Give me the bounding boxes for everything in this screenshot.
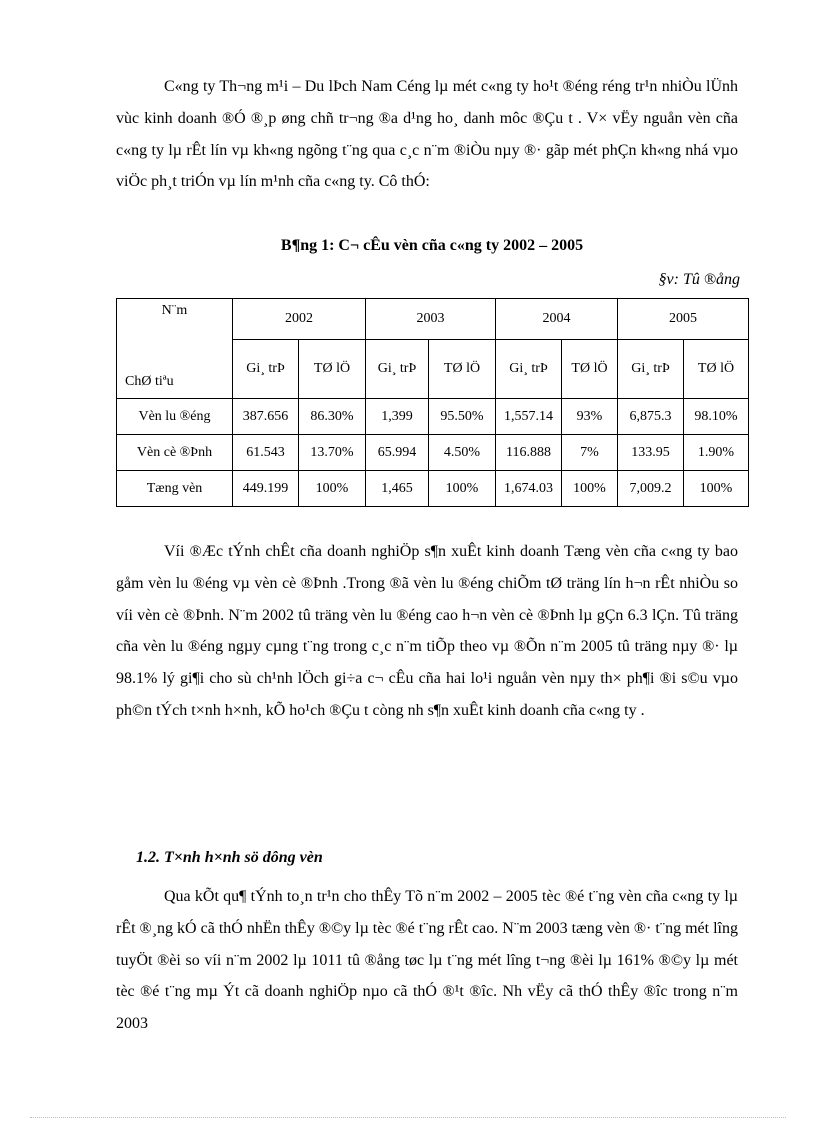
table-row — [117, 399, 749, 435]
row-label: Vèn lu ®éng — [117, 399, 233, 435]
table-cell: 1,465 — [366, 471, 429, 507]
table-cell: 100% — [684, 471, 749, 507]
table-cell: 387.656 — [233, 399, 299, 435]
table-cell: 4.50% — [429, 435, 496, 471]
growth-paragraph — [116, 881, 738, 1040]
table-cell: 95.50% — [429, 399, 496, 435]
table-cell: 93% — [562, 399, 618, 435]
column-header-value: Gi¸ trÞ — [618, 339, 684, 398]
year-header: 2002 — [233, 299, 366, 340]
table-cell: 7,009.2 — [618, 471, 684, 507]
page-bottom-divider — [30, 1117, 786, 1118]
analysis-paragraph — [116, 536, 738, 727]
section-heading: 1.2. T×nh h×nh sö dông vèn — [136, 849, 323, 866]
column-header-value: Gi¸ trÞ — [366, 339, 429, 398]
table-cell: 116.888 — [496, 435, 562, 471]
table-cell: 1,674.03 — [496, 471, 562, 507]
row-label: Vèn cè ®Þnh — [117, 435, 233, 471]
capital-structure-table — [116, 298, 749, 507]
table-cell: 13.70% — [299, 435, 366, 471]
column-header-ratio: TØ lÖ — [429, 339, 496, 398]
table-cell: 1,399 — [366, 399, 429, 435]
table-cell: 133.95 — [618, 435, 684, 471]
table-cell: 1.90% — [684, 435, 749, 471]
year-header: 2005 — [618, 299, 749, 340]
table-title: B¶ng 1: C¬ cÊu vèn cña c«ng ty 2002 – 2005 — [280, 237, 584, 254]
table-row — [117, 435, 749, 471]
table-cell: 100% — [429, 471, 496, 507]
table-cell: 449.199 — [233, 471, 299, 507]
row-label: Tæng vèn — [117, 471, 233, 507]
table-cell: 100% — [562, 471, 618, 507]
table-cell: 65.994 — [366, 435, 429, 471]
growth-paragraph-text: Qua kÕt qu¶ tÝnh to¸n tr¹n cho thÊy Tõ n¨m 2002 – 2005 tèc ®é t¨ng vèn cña c«ng ty lµ rÊt ®¸ng kÓ cã thÓ nhËn thÊy ®©y lµ tèc ®é t¨ng rÊt cao. N¨m 2003 tæng vèn ®· t¨ng mét lîng tuyÖt ®èi so víi n¨m 2002 lµ 1011 tû ®ång tøc lµ t¨ng mét lîng t¬ng ®èi lµ 161% ®©y lµ mét tèc ®é t¨ng mµ Ýt cã doanh nghiÖp nµo cã thÓ ®¹t ®îc. Nh vËy cã thÓ thÊy ®îc trong n¨m 2003 — [116, 888, 738, 1033]
column-header-value: Gi¸ trÞ — [496, 339, 562, 398]
year-header: 2004 — [496, 299, 618, 340]
table-cell: 86.30% — [299, 399, 366, 435]
corner-year-label: N¨m — [161, 303, 188, 318]
table-unit: §v: Tû ®ång — [658, 271, 740, 288]
corner-indicator-label: ChØ tiªu — [125, 374, 174, 389]
table-cell: 98.10% — [684, 399, 749, 435]
year-header: 2003 — [366, 299, 496, 340]
table-cell: 6,875.3 — [618, 399, 684, 435]
column-header-value: Gi¸ trÞ — [233, 339, 299, 398]
intro-paragraph — [116, 71, 738, 198]
table-cell: 7% — [562, 435, 618, 471]
table-cell: 100% — [299, 471, 366, 507]
table-cell: 1,557.14 — [496, 399, 562, 435]
intro-paragraph-text: C«ng ty Th¬ng m¹i – Du lÞch Nam Céng lµ mét c«ng ty ho¹t ®éng réng tr¹n nhiÒu lÜnh vùc kinh doanh ®Ó ®¸p øng chñ tr¬ng ®a d¹ng ho¸ danh môc ®Çu t . V× vËy nguån vèn cña c«ng ty lµ rÊt lín vµ kh«ng ngõng t¨ng qua c¸c n¨m ®iÒu nµy ®· gãp mét phÇn kh«ng nhá vµo viÖc ph¸t triÓn vµ lín m¹nh cña c«ng ty. Cô thÓ: — [116, 78, 738, 191]
table-cell: 61.543 — [233, 435, 299, 471]
column-header-ratio: TØ lÖ — [684, 339, 749, 398]
table-corner-header — [117, 299, 233, 399]
column-header-ratio: TØ lÖ — [299, 339, 366, 398]
table-row — [117, 471, 749, 507]
column-header-ratio: TØ lÖ — [562, 339, 618, 398]
analysis-paragraph-text: Víi ®Æc tÝnh chÊt cña doanh nghiÖp s¶n xuÊt kinh doanh Tæng vèn cña c«ng ty bao gåm vèn lu ®éng vµ vèn cè ®Þnh .Trong ®ã vèn lu ®éng chiÕm tØ träng lín h¬n rÊt nhiÒu so víi vèn cè ®Þnh. N¨m 2002 tû träng vèn lu ®éng cao h¬n vèn cè ®Þnh lµ gÇn 6.3 lÇn. Tû träng cña vèn lu ®éng ngµy cµng t¨ng trong c¸c n¨m tiÕp theo vµ ®Õn n¨m 2005 tû träng nµy ®· lµ 98.1% lý gi¶i cho sù ch¹nh lÖch gi÷a c¬ cÊu cña hai lo¹i nguån vèn nµy th× ph¶i ®i s©u vµo ph©n tÝch t×nh h×nh, kÕ ho¹ch ®Çu t còng nh s¶n xuÊt kinh doanh cña c«ng ty . — [116, 543, 738, 719]
